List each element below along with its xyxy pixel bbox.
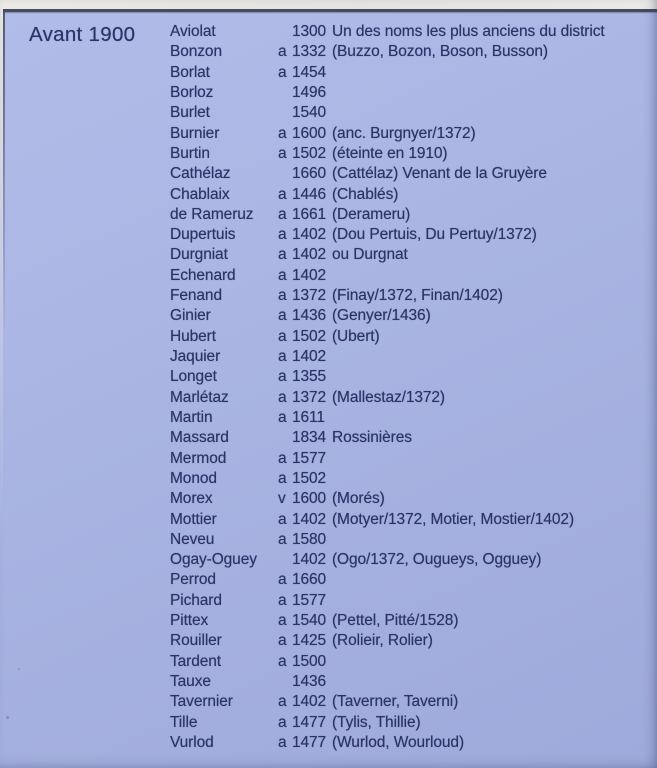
date-prefix — [278, 22, 292, 42]
family-name: Cathélaz — [170, 165, 231, 183]
name-note — [332, 408, 657, 428]
name-note: ou Durgnat — [332, 246, 408, 264]
family-name: Pichard — [170, 591, 222, 609]
name-note: (Ubert) — [332, 327, 380, 345]
date-prefix — [278, 164, 292, 184]
family-row — [0, 510, 657, 530]
family-row — [0, 103, 657, 123]
family-name: Martin — [170, 408, 213, 426]
date-prefix: a — [278, 733, 287, 751]
family-row — [0, 408, 657, 428]
family-row — [0, 245, 657, 265]
family-name: Burlet — [170, 104, 210, 122]
date-prefix: v — [278, 490, 286, 508]
first-date: 1372 — [292, 388, 327, 406]
first-date: 1477 — [292, 733, 327, 751]
date-prefix: a — [278, 632, 287, 650]
first-date: 1425 — [292, 632, 327, 650]
first-date: 1540 — [292, 104, 327, 122]
name-note — [332, 367, 657, 387]
family-name: Massard — [170, 429, 229, 447]
page-top-margin — [0, 0, 657, 9]
family-name: Borlat — [170, 63, 210, 81]
name-note: (Mallestaz/1372) — [332, 388, 445, 406]
name-note: (Derameru) — [332, 205, 411, 223]
family-row — [0, 530, 657, 550]
name-note: (Chablés) — [332, 185, 399, 203]
family-row — [0, 327, 657, 347]
date-prefix: a — [278, 469, 287, 487]
family-row — [0, 733, 657, 753]
family-row — [0, 652, 657, 672]
date-prefix: a — [278, 307, 287, 325]
family-name: Aviolat — [170, 23, 216, 40]
date-prefix: a — [278, 368, 287, 386]
family-row — [0, 144, 657, 164]
date-prefix: a — [278, 449, 287, 467]
family-name: Borloz — [170, 83, 214, 101]
date-prefix: a — [278, 144, 287, 162]
date-prefix: a — [278, 612, 287, 630]
first-date: 1577 — [292, 449, 327, 467]
family-row — [0, 631, 657, 651]
name-note — [332, 652, 657, 672]
family-row — [0, 713, 657, 733]
name-note: (anc. Burgnyer/1372) — [332, 124, 476, 142]
name-note — [332, 672, 657, 692]
family-name: Durgniat — [170, 246, 228, 264]
family-name: Burnier — [170, 124, 220, 142]
date-prefix: a — [278, 571, 287, 589]
name-note: (Buzzo, Bozon, Boson, Busson) — [332, 43, 548, 61]
name-note — [332, 266, 657, 286]
date-prefix — [278, 103, 292, 123]
family-name: Burtin — [170, 144, 210, 162]
family-row — [0, 428, 657, 448]
family-row — [0, 185, 657, 205]
date-prefix: a — [278, 530, 287, 548]
family-name: Ginier — [170, 307, 211, 325]
family-row — [0, 469, 657, 489]
date-prefix — [278, 428, 292, 448]
first-date: 1496 — [292, 83, 327, 101]
date-prefix: a — [278, 63, 287, 81]
date-prefix: a — [278, 693, 287, 711]
name-note: (Rolieir, Rolier) — [332, 632, 433, 650]
family-name: Tardent — [170, 652, 221, 670]
first-date: 1402 — [292, 246, 327, 264]
name-note: (Dou Pertuis, Du Pertuy/1372) — [332, 226, 537, 244]
date-prefix: a — [278, 43, 287, 61]
family-name: Pittex — [170, 612, 209, 630]
name-note — [332, 347, 657, 367]
name-note: Un des noms les plus anciens du district — [332, 23, 605, 40]
family-name: Tavernier — [170, 693, 233, 711]
era-heading: Avant 1900 — [29, 23, 136, 46]
name-note: (Taverner, Taverni) — [332, 693, 459, 711]
family-row — [0, 124, 657, 144]
first-date: 1402 — [292, 693, 327, 711]
first-date: 1436 — [292, 673, 327, 690]
date-prefix: a — [278, 388, 287, 406]
family-row — [0, 367, 657, 387]
name-note — [332, 449, 657, 469]
first-date: 1502 — [292, 469, 327, 487]
name-note: (éteinte en 1910) — [332, 144, 448, 162]
first-date: 1600 — [292, 490, 327, 508]
name-note: (Tylis, Thillie) — [332, 713, 421, 731]
family-row — [0, 692, 657, 712]
date-prefix: a — [278, 246, 287, 264]
family-name: Tille — [170, 713, 198, 731]
name-note: (Motyer/1372, Motier, Mostier/1402) — [332, 510, 575, 528]
date-prefix: a — [278, 124, 287, 142]
name-note — [332, 83, 657, 103]
first-date: 1446 — [292, 185, 327, 203]
family-row — [0, 306, 657, 326]
first-date: 1402 — [292, 551, 327, 569]
first-date: 1372 — [292, 287, 327, 305]
first-date: 1436 — [292, 307, 327, 325]
family-row — [0, 22, 657, 42]
date-prefix: a — [278, 713, 287, 731]
family-name: Mermod — [170, 449, 227, 467]
family-name: Rouiller — [170, 632, 222, 650]
family-name: Tauxe — [170, 673, 211, 690]
family-row — [0, 591, 657, 611]
first-date: 1577 — [292, 591, 327, 609]
family-row — [0, 570, 657, 590]
first-date: 1500 — [292, 652, 327, 670]
name-note — [332, 591, 657, 611]
family-row — [0, 347, 657, 367]
date-prefix: a — [278, 327, 287, 345]
family-name: Bonzon — [170, 43, 222, 61]
family-row — [0, 63, 657, 83]
dust-speck — [6, 716, 9, 719]
family-name: Fenand — [170, 287, 222, 305]
first-date: 1661 — [292, 205, 327, 223]
family-name: Morex — [170, 490, 213, 508]
first-date: 1355 — [292, 368, 327, 386]
date-prefix: a — [278, 205, 287, 223]
first-date: 1402 — [292, 226, 327, 244]
name-note — [332, 469, 657, 489]
name-note: (Ogo/1372, Ougueys, Ogguey) — [332, 551, 542, 569]
first-date: 1660 — [292, 165, 327, 183]
name-note — [332, 63, 657, 83]
family-row — [0, 388, 657, 408]
family-name: Echenard — [170, 266, 236, 284]
family-row — [0, 42, 657, 62]
date-prefix: a — [278, 510, 287, 528]
name-note: (Cattélaz) Venant de la Gruyère — [332, 165, 547, 183]
first-date: 1502 — [292, 327, 327, 345]
first-date: 1502 — [292, 144, 327, 162]
family-name: Jaquier — [170, 348, 221, 365]
family-row — [0, 205, 657, 225]
family-name: de Rameruz — [170, 205, 254, 223]
first-date: 1580 — [292, 530, 327, 548]
family-row — [0, 286, 657, 306]
date-prefix — [278, 672, 292, 692]
first-date: 1540 — [292, 612, 327, 630]
date-prefix: a — [278, 287, 287, 305]
date-prefix: a — [278, 408, 287, 426]
first-date: 1611 — [292, 408, 325, 426]
family-row — [0, 489, 657, 509]
family-name: Longet — [170, 368, 217, 386]
date-prefix: a — [278, 266, 287, 284]
family-row — [0, 611, 657, 631]
family-row — [0, 449, 657, 469]
name-note: (Finay/1372, Finan/1402) — [332, 287, 503, 305]
family-row — [0, 225, 657, 245]
family-name: Mottier — [170, 510, 217, 528]
date-prefix: a — [278, 652, 287, 670]
first-date: 1834 — [292, 429, 327, 447]
first-date: 1402 — [292, 348, 327, 365]
family-name: Perrod — [170, 571, 216, 589]
date-prefix: a — [278, 226, 287, 244]
first-date: 1402 — [292, 510, 327, 528]
family-row — [0, 164, 657, 184]
family-row — [0, 83, 657, 103]
name-note — [332, 103, 657, 123]
family-row — [0, 672, 657, 692]
family-name: Monod — [170, 469, 217, 487]
first-date: 1454 — [292, 63, 327, 81]
name-note — [332, 570, 657, 590]
first-date: 1477 — [292, 713, 327, 731]
dust-speck — [18, 668, 20, 670]
family-name: Dupertuis — [170, 226, 236, 244]
family-name: Ogay-Oguey — [170, 551, 257, 569]
name-note: (Wurlod, Wourloud) — [332, 733, 465, 751]
family-row — [0, 550, 657, 570]
family-name: Neveu — [170, 530, 215, 548]
family-name: Hubert — [170, 327, 216, 345]
date-prefix — [278, 550, 292, 570]
family-row — [0, 266, 657, 286]
first-date: 1600 — [292, 124, 327, 142]
first-date: 1332 — [292, 43, 327, 61]
date-prefix: a — [278, 591, 287, 609]
first-date: 1402 — [292, 266, 327, 284]
family-name: Chablaix — [170, 185, 230, 203]
family-name: Vurlod — [170, 733, 214, 751]
name-note: (Genyer/1436) — [332, 307, 431, 325]
family-name: Marlétaz — [170, 388, 229, 406]
table-top-border — [0, 9, 657, 12]
name-note — [332, 530, 657, 550]
first-date: 1300 — [292, 23, 327, 40]
name-note: (Morés) — [332, 490, 385, 508]
date-prefix: a — [278, 185, 287, 203]
name-note: (Pettel, Pitté/1528) — [332, 612, 459, 630]
first-date: 1660 — [292, 571, 327, 589]
date-prefix — [278, 83, 292, 103]
date-prefix: a — [278, 348, 287, 365]
family-name-table — [0, 22, 657, 753]
name-note: Rossinières — [332, 429, 412, 447]
